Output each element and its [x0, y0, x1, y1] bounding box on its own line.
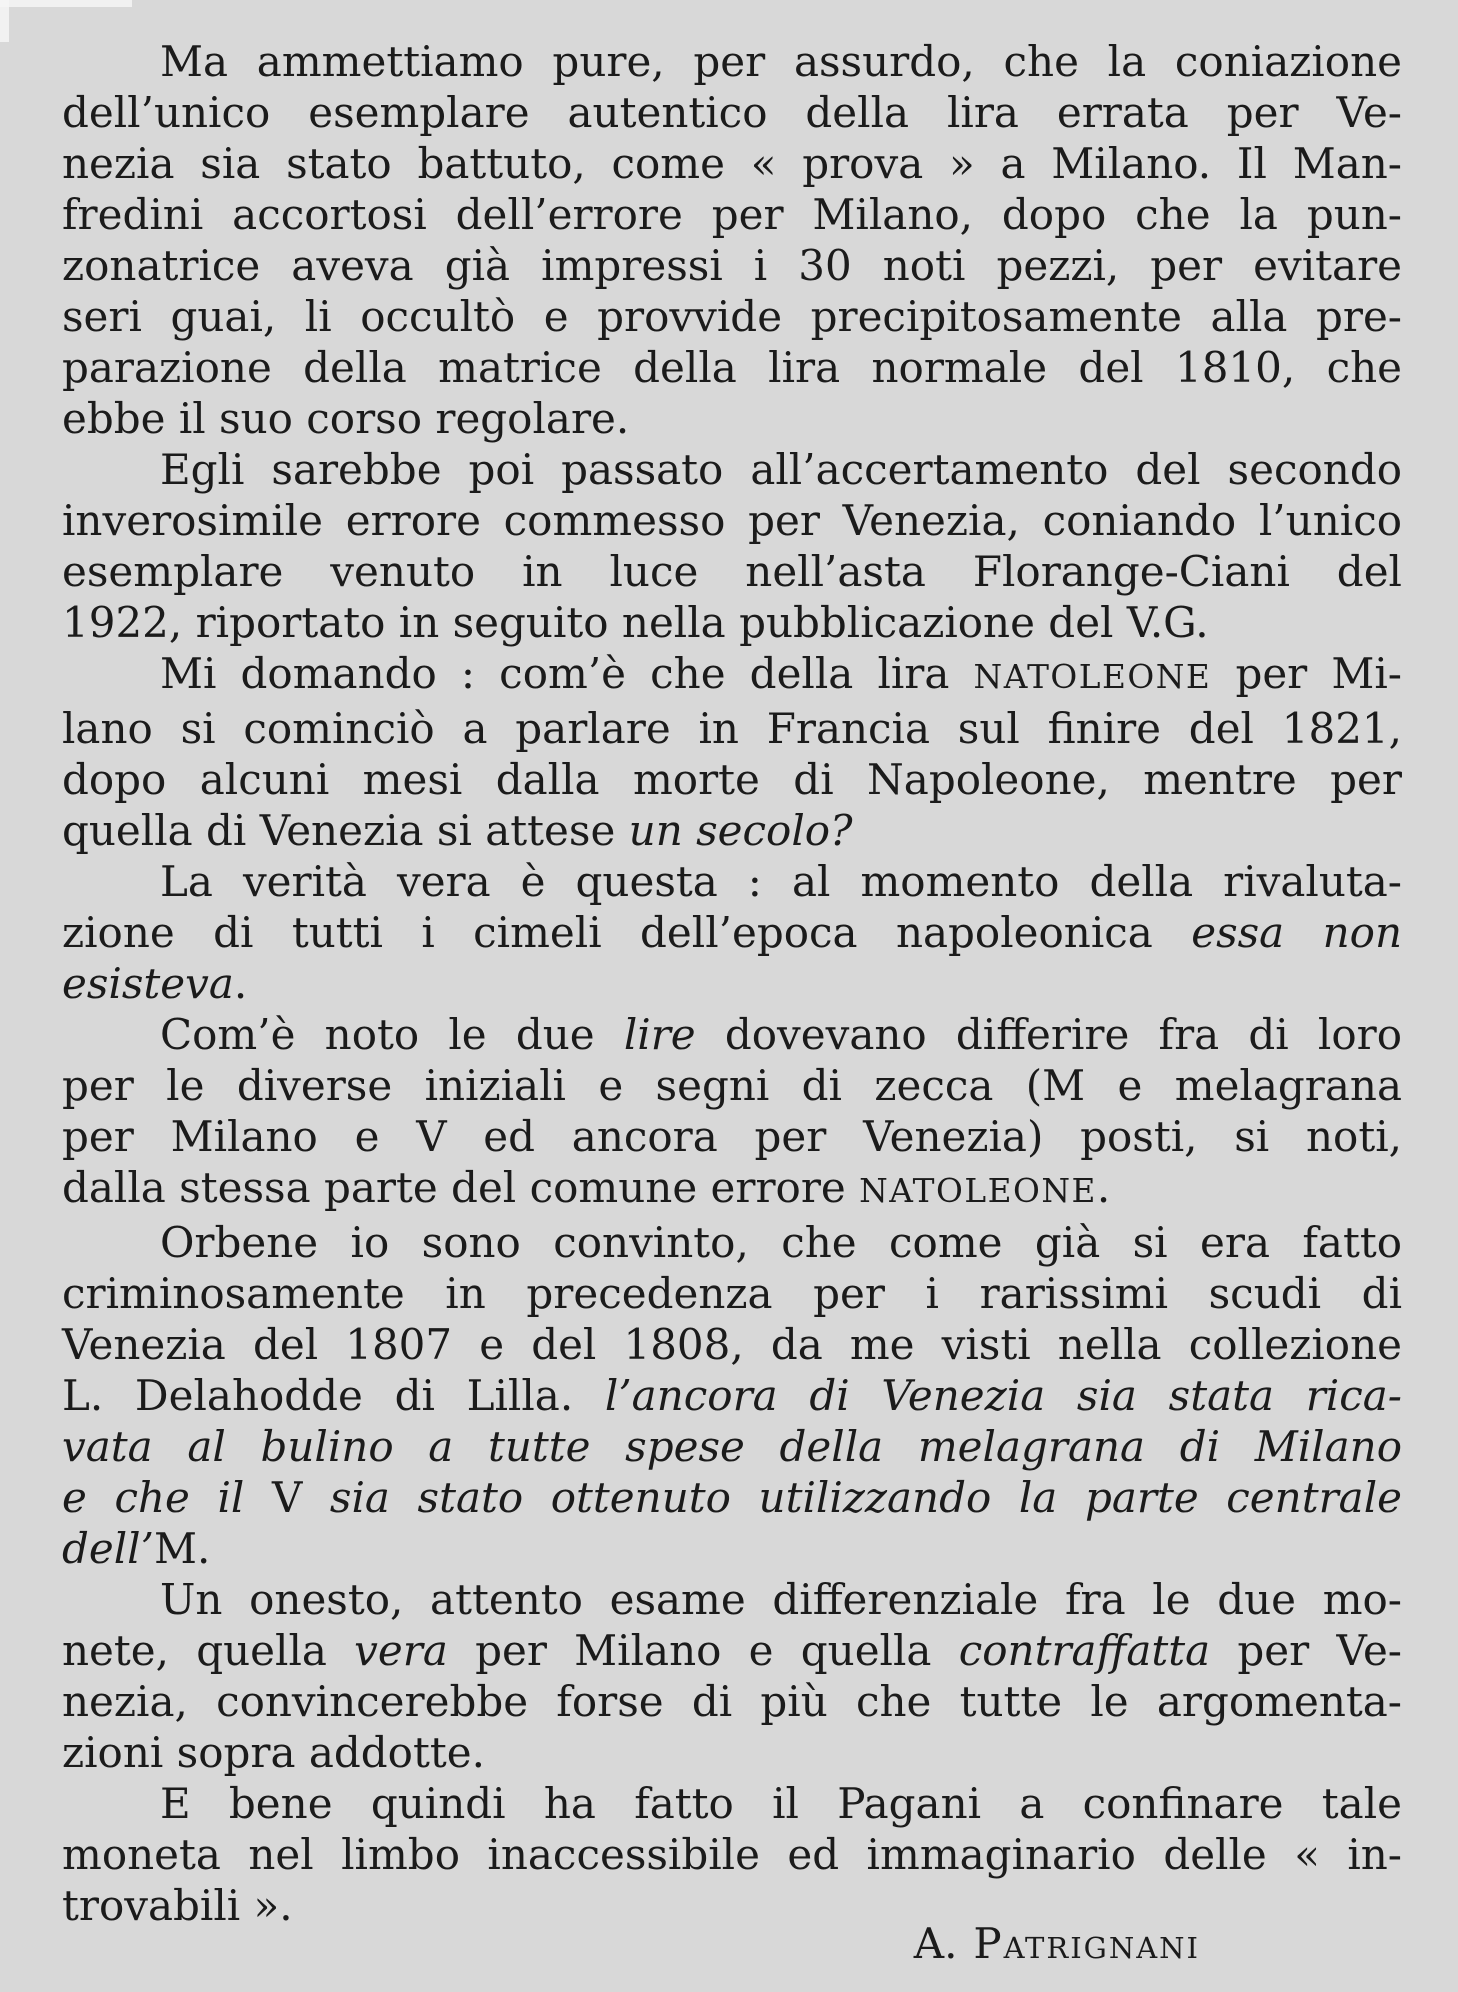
- paragraph: [62, 444, 1402, 648]
- italic-text: essa non: [1191, 908, 1402, 957]
- text-line: [62, 856, 1402, 907]
- text-line: [62, 1676, 1402, 1727]
- text-line: [62, 393, 1402, 444]
- text-block: [62, 36, 1402, 1931]
- text-line: [62, 1217, 1402, 1268]
- text-segment: lano si cominciò a parlare in Francia sul finire del 1821,: [62, 704, 1402, 753]
- text-segment: dell’unico esemplare autentico della lira errata per Ve-: [62, 88, 1402, 137]
- text-line: [62, 1268, 1402, 1319]
- italic-text: dell’: [62, 1524, 154, 1573]
- text-segment: Com’è noto le due: [160, 1010, 624, 1059]
- paragraph: [62, 1778, 1402, 1931]
- italic-text: lire: [623, 1010, 696, 1059]
- text-segment: Egli sarebbe poi passato all’accertamento del secondo: [160, 445, 1402, 494]
- scan-edge-artifact-left: [0, 0, 9, 42]
- text-segment: 1922, riportato in seguito nella pubblicazione del V.G.: [62, 598, 1209, 647]
- text-segment: zioni sopra addotte.: [62, 1728, 485, 1777]
- text-segment: nezia sia stato battuto, come « prova » a Milano. Il Man-: [62, 139, 1402, 188]
- text-segment: per le diverse iniziali e segni di zecca (M e melagrana: [62, 1061, 1402, 1110]
- text-line: [62, 1727, 1402, 1778]
- text-line: [62, 1574, 1402, 1625]
- text-line: [62, 240, 1402, 291]
- text-segment: Orbene io sono convinto, che come già si era fatto: [160, 1218, 1402, 1267]
- text-segment: nezia, convincerebbe forse di più che tutte le argomenta-: [62, 1677, 1402, 1726]
- paragraph: [62, 648, 1402, 856]
- italic-text: contraffatta: [958, 1626, 1211, 1675]
- text-segment: criminosamente in precedenza per i rarissimi scudi di: [62, 1269, 1402, 1318]
- text-line: [62, 703, 1402, 754]
- text-line: [62, 1009, 1402, 1060]
- signature-surname: Patrignani: [973, 1919, 1200, 1968]
- text-line: [62, 1625, 1402, 1676]
- text-line: [62, 1778, 1402, 1829]
- text-segment: per Milano e quella: [447, 1626, 959, 1675]
- text-line: [62, 291, 1402, 342]
- text-line: [62, 1421, 1402, 1472]
- text-segment: La verità vera è questa : al momento della rivaluta-: [160, 857, 1402, 906]
- italic-text: vera: [354, 1626, 448, 1675]
- italic-text: un secolo?: [628, 806, 853, 855]
- text-segment: seri guai, li occultò e provvide precipitosamente alla pre-: [62, 292, 1402, 341]
- italic-text: e che il: [62, 1473, 272, 1522]
- text-segment: fredini accortosi dell’errore per Milano, dopo che la pun-: [62, 190, 1402, 239]
- text-line: [62, 648, 1402, 703]
- italic-text: esisteva: [62, 959, 234, 1008]
- text-segment: L. Delahodde di Lilla.: [62, 1371, 605, 1420]
- text-segment: nete, quella: [62, 1626, 355, 1675]
- text-line: [62, 36, 1402, 87]
- text-segment: trovabili ».: [62, 1881, 293, 1930]
- text-segment: V: [271, 1473, 303, 1522]
- text-segment: ebbe il suo corso regolare.: [62, 394, 630, 443]
- text-segment: dalla stessa parte del comune errore: [62, 1163, 860, 1212]
- text-segment: zione di tutti i cimeli dell’epoca napoleonica: [62, 908, 1192, 957]
- text-line: [62, 1523, 1402, 1574]
- paragraph: [62, 1574, 1402, 1778]
- paragraph: [62, 856, 1402, 1009]
- text-line: [62, 87, 1402, 138]
- text-line: [62, 1111, 1402, 1162]
- text-segment: .: [1096, 1163, 1111, 1212]
- text-line: [62, 1162, 1402, 1217]
- text-segment: dopo alcuni mesi dalla morte di Napoleone, mentre per: [62, 755, 1402, 804]
- italic-text: l’ancora di Venezia sia stata rica-: [604, 1371, 1402, 1420]
- text-line: [62, 1370, 1402, 1421]
- text-segment: per Milano e V ed ancora per Venezia) posti, si noti,: [62, 1112, 1402, 1161]
- paragraph: [62, 36, 1402, 444]
- text-segment: dovevano differire fra di loro: [695, 1010, 1402, 1059]
- text-line: [62, 1880, 1402, 1931]
- italic-text: vata al bulino a tutte spese della melagrana di Milano: [62, 1422, 1402, 1471]
- text-segment: per Ve-: [1210, 1626, 1402, 1675]
- text-line: [62, 444, 1402, 495]
- text-segment: inverosimile errore commesso per Venezia, coniando l’unico: [62, 496, 1402, 545]
- text-segment: Venezia del 1807 e del 1808, da me visti nella collezione: [62, 1320, 1402, 1369]
- text-segment: Ma ammettiamo pure, per assurdo, che la coniazione: [160, 37, 1402, 86]
- text-line: [62, 189, 1402, 240]
- text-segment: per Mi-: [1211, 649, 1403, 698]
- text-line: [62, 597, 1402, 648]
- text-segment: moneta nel limbo inaccessibile ed immaginario delle « in-: [62, 1830, 1402, 1879]
- text-segment: Un onesto, attento esame differenziale fra le due mo-: [160, 1575, 1402, 1624]
- text-segment: E bene quindi ha fatto il Pagani a confinare tale: [160, 1779, 1402, 1828]
- text-segment: M.: [153, 1524, 211, 1573]
- paragraph: [62, 1217, 1402, 1574]
- text-line: [62, 1319, 1402, 1370]
- smallcaps-text: NATOLEONE: [859, 1172, 1097, 1210]
- smallcaps-text: NATOLEONE: [973, 658, 1212, 696]
- text-line: [62, 138, 1402, 189]
- text-line: [62, 1472, 1402, 1523]
- text-line: [62, 546, 1402, 597]
- text-line: [62, 342, 1402, 393]
- text-line: [62, 1060, 1402, 1111]
- italic-text: sia stato ottenuto utilizzando la parte centrale: [302, 1473, 1402, 1522]
- text-line: [62, 754, 1402, 805]
- text-line: [62, 1829, 1402, 1880]
- text-line: [62, 958, 1402, 1009]
- text-segment: quella di Venezia si attese: [62, 806, 629, 855]
- text-segment: zonatrice aveva già impressi i 30 noti pezzi, per evitare: [62, 241, 1402, 290]
- paragraph: [62, 1009, 1402, 1217]
- text-line: [62, 907, 1402, 958]
- text-segment: Mi domando : com’è che della lira: [160, 649, 974, 698]
- text-line: [62, 805, 1402, 856]
- text-segment: esemplare venuto in luce nell’asta Florange-Ciani del: [62, 547, 1402, 596]
- signature-initial: A.: [913, 1919, 958, 1968]
- scan-edge-artifact-top: [0, 0, 132, 7]
- signature: [914, 1918, 1200, 1969]
- text-segment: parazione della matrice della lira normale del 1810, che: [62, 343, 1402, 392]
- text-line: [62, 495, 1402, 546]
- text-segment: .: [233, 959, 248, 1008]
